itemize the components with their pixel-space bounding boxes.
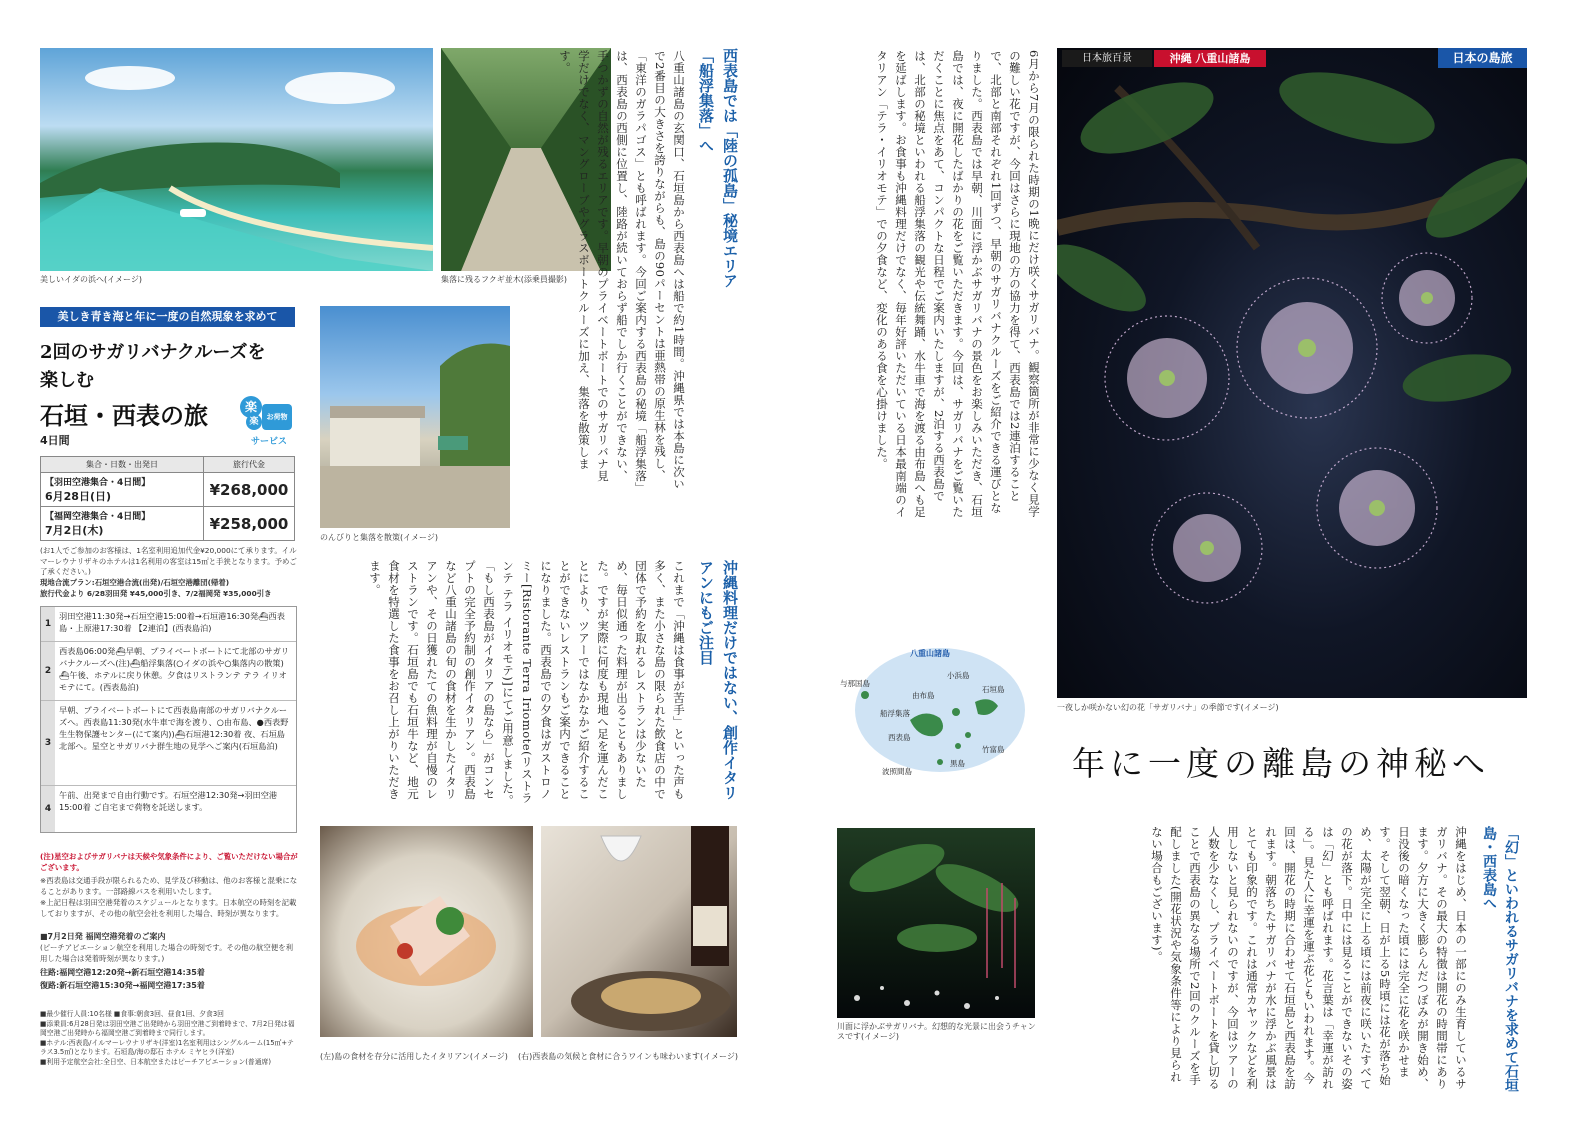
- badge-label: お荷物: [266, 413, 288, 421]
- itinerary-row: [41, 701, 296, 786]
- italian-right-illustration: [541, 826, 737, 1037]
- caption-ida-beach: 美しいイダの浜へ(イメージ): [40, 275, 143, 284]
- italian-left-illustration: [320, 826, 533, 1037]
- map-label-yonaguni: 与那国島: [840, 679, 870, 688]
- series-label: 日本旅百景: [1062, 50, 1152, 67]
- suitcase-icon: [262, 404, 292, 430]
- hero-catch: 年に一度の離島の神秘へ: [1072, 744, 1490, 783]
- river-caption: 川面に浮かぶサガリバナ。幻想的な光景に出会うチャンスです(イメージ): [837, 1022, 1036, 1041]
- fukuoka-return: 復路:新石垣空港15:30発→福岡空港17:35着: [40, 981, 205, 990]
- map-label-hateruma: 波照間島: [882, 767, 912, 776]
- itinerary-row: [41, 642, 296, 701]
- map-label-ishigaki: 石垣島: [982, 685, 1005, 694]
- itinerary-day: 2: [41, 642, 55, 700]
- condition-1: ■最少催行人員:10名様 ■食事:朝食3回、昼食1回、夕食3回: [40, 1010, 224, 1018]
- table-head-departure: 集合・日数・出発日: [41, 457, 204, 473]
- price-note: (お1人でご参加のお客様は、1名室利用追加代金¥20,000にて承ります。イルマーレウナリザキのホテルは1名利用の客室は15㎡と手狭となります。予めご了承ください。): [40, 546, 297, 576]
- itinerary-text: 早朝、プライベートボートにて西表島南部のサガリバナクルーズへ。西表島11:30発(水牛車で海を渡り、○由布島、●西表野生生物保護センター(にて案内))⛴石垣港12:30着 夜、石垣島北部へ。星空とサガリバナ群生地の見学へご案内(石垣島泊): [59, 705, 289, 751]
- caption-italian-right: (右)西表島の気候と食材に合うワインも味わいます(イメージ): [518, 1052, 739, 1061]
- local-plan: 現地合流プラン:石垣空港合流(出発)/石垣空港離団(帰着): [40, 578, 230, 587]
- itinerary-text: 羽田空港11:30発→石垣空港15:00着→石垣港16:30発⛴西表島・上原港17:30着 【2連泊】(西表島泊): [59, 611, 285, 633]
- price-row: [41, 507, 295, 541]
- itinerary-day: 3: [41, 701, 55, 785]
- tour-title-main: 石垣・西表の旅: [40, 401, 208, 430]
- badge-icon-top: 楽: [240, 396, 262, 418]
- caution-note: (注)星空およびサガリバナは天候や気象条件により、ご覧いただけない場合がございます。: [40, 852, 298, 872]
- itinerary-table: [40, 606, 297, 833]
- map-label-kohama: 小浜島: [947, 671, 970, 680]
- map-label-kuro: 黒島: [950, 759, 965, 768]
- hero-photo-sagaribana: [1057, 48, 1527, 698]
- departure-date: 7月2日(木): [45, 524, 104, 537]
- photo-italian-left: [320, 826, 533, 1037]
- departure-place: 【羽田空港集合・4日間】: [45, 478, 151, 488]
- sagaribana-illustration: [1057, 48, 1527, 698]
- photo-italian-right: [541, 826, 737, 1037]
- price-table: [40, 456, 295, 541]
- beach-illustration: [40, 48, 433, 271]
- italian-heading: 沖縄料理だけではない、創作イタリアンにもご注目: [697, 560, 739, 800]
- tour-title-line2: 楽しむ: [40, 370, 94, 391]
- itinerary-row: [41, 607, 296, 642]
- map-label-iriomote: 西表島: [888, 733, 911, 742]
- fukuoka-heading: ■7月2日発 福岡空港発着のご案内: [40, 932, 166, 941]
- condition-4: ■利用予定航空会社:全日空、日本航空またはピーチアビエーション(普通席): [40, 1058, 271, 1066]
- funauki-text: 八重山諸島の玄関口、石垣島から西表島へは船で約1時間。沖縄県では本島に次いで2番目の大きさを誇りながらも、島の90パーセントは亜熱帯の原生林を残し、「東洋のガラパゴス」とも呼ばれます。今回ご案内する西表島の秘境「船浮集落」は、西表島の西側に位置し、陸路が続いておらず船でしか行くことができない、手つかずの自然が残るエリアです。早朝のプライベートボートでのサガリバナ見学だけでなく、マングローブやグラスボートクルーズに加え、集落を散策します。: [558, 50, 686, 490]
- maboroshi-heading: 「幻」といわれるサガリバナを求めて石垣島・西表島へ: [1481, 826, 1519, 1092]
- yaeyama-map: [840, 640, 1025, 780]
- map-label-taketomi: 竹富島: [982, 745, 1005, 754]
- photo-ida-beach: [40, 48, 433, 271]
- maboroshi-text: 沖縄をはじめ、日本の一部にのみ生育しているサガリバナ。その最大の特徴は開花の時間帯にあります。夕方に大きく膨らんだつぼみが開き始め、日没後の暗くなった頃には完全に花を咲かせます。そして翌朝、日が上る5時頃には花が落ち始め、太陽が完全に上る頃には前夜に咲いたすべての花が落下。日中には見ることができないその姿は「幻」とも呼ばれます。花言葉は「幸運が訪れる」。見た人に幸運を運ぶ花ともいわれます。今回は、開花の時期に合わせて石垣島と西表島を訪れます。朝落ちたサガリバナが水に浮かぶ風景はとても印象的です。これは通常カヤックなどを利用しないと見られないのですが、今回はツアーの人数を少なくし、プライベートボートを貸し切ることで西表島の異なる場所で2回のクルーズを手配しました(開花状況や気象条件等により見られない場合もございます)。: [1150, 826, 1468, 1090]
- note-2: ※上記日程は羽田空港発着のスケジュールとなります。日本航空の時刻を記載しておりますが、その他の航空会社を利用した場合、時刻が異なります。: [40, 898, 297, 918]
- badge-icon-mid: 楽: [246, 414, 262, 430]
- itinerary-row: [41, 786, 296, 832]
- note-1: ※西表島は交通手段が限られるため、見学及び移動は、他のお客様と混乗になることがあります。一部路線バスを利用いたします。: [40, 876, 298, 896]
- river-photo: [837, 828, 1035, 1018]
- itinerary-day: 4: [41, 786, 55, 832]
- map-label-funauki: 船浮集落: [880, 709, 910, 718]
- itinerary-text: 午前、出発まで自由行動です。石垣空港12:30発→羽田空港15:00着 ご自宅まで荷物を託送します。: [59, 790, 278, 812]
- funauki-heading: 西表島では「陸の孤島」秘境エリア「船浮集落」へ: [697, 48, 739, 288]
- fukuoka-text: (ピーチアビエーション航空を利用した場合の時刻です。その他の航空便を利用した場合は発着時刻が異なります。): [40, 943, 293, 963]
- itinerary-text: 西表島06:00発⛴早朝、プライベートボートにて北部のサガリバナクルーズへ(注)⛴船浮集落(○イダの浜や○集落内の散策)⛴午後、ホテルに戻り休憩。夕食はリストランテ テラ イリオモテにて。(西表島泊): [59, 646, 290, 692]
- tour-duration: 4日間: [40, 434, 70, 447]
- map-label-yubu: 由布島: [912, 691, 935, 700]
- tour-title-line1: 2回のサガリバナクルーズを: [40, 342, 266, 363]
- map-shape: [840, 640, 1025, 780]
- map-title: 八重山諸島: [910, 649, 950, 658]
- badge-service: サービス: [250, 437, 287, 447]
- photo-village: [320, 306, 510, 528]
- departure-date: 6月28日(日): [45, 490, 112, 503]
- itinerary-day: 1: [41, 607, 55, 641]
- table-head-price: 旅行代金: [204, 457, 295, 473]
- village-illustration: [320, 306, 510, 528]
- italian-text: これまで「沖縄は食事が苦手」といった声も多く、また小さな島の限られた飲食店の中で団体で予約を取れるレストランは少ないため、毎日似通った料理が出ることもありました。ですが実際に何度も現地へ足を運んだことにより、ツアーではなかなかご紹介することができないレストランもご案内できることになりました。西表島での夕食はガストロノミー[Ristorante Terra Iriomote(リストランテ テラ イリオモテ)]にてご用意しました。「もし西表島がイタリアの島なら」がコンセプトの完全予約制の創作イタリアン。西表島など八重山諸島の旬の食材を生かしたイタリアンや、その日獲れたての魚料理が自慢のレストランです。石垣島でも石垣牛など、地元食材を特選した食事をお召し上がりいただきます。: [368, 560, 686, 807]
- price-row: [41, 473, 295, 507]
- river-illustration: [837, 828, 1035, 1018]
- luggage-service-badge: [238, 396, 296, 448]
- region-label: 沖縄 八重山諸島: [1154, 50, 1266, 67]
- departure-price: ¥268,000: [204, 473, 295, 507]
- departure-place: 【福岡空港集合・4日間】: [45, 512, 151, 522]
- local-price: 旅行代金より 6/28羽田発 ¥45,000引き、7/2福岡発 ¥35,000引き: [40, 589, 272, 598]
- category-label: 日本の島旅: [1438, 48, 1527, 68]
- intro-text: 6月から7月の限られた時期の1晩にだけ咲くサガリバナ。観察箇所が非常に少なく見学の難しい花ですが、今回はさらに現地の方の協力を得て、西表島では2連泊することで、北部と南部それぞれ1回ずつ、早朝のサガリバナクルーズをご紹介できる運びとなりました。西表島では早朝、川面に浮かぶサガリバナの景色をお楽しみいただき、石垣島では、夜に開花したばかりの花をご覧いただきます。今回は、サガリバナをご覧いただくことに焦点をあて、コンパクトな日程でご案内いたしますが、2泊する西表島では、北部の秘境といわれる船浮集落の観光や伝統舞踊、水牛車で海を渡る由布島へも足を延ばします。お食事も沖縄料理だけでなく、毎年好評いただいている日本最南端のイタリアン「テラ・イリオモテ」での夕食など、変化のある食を心掛けました。: [875, 50, 1041, 518]
- condition-2: ■添乗員:6月28日発は羽田空港ご出発時から羽田空港ご到着時まで、7月2日発は福岡空港ご出発時から福岡空港ご到着時まで同行します。: [40, 1020, 295, 1037]
- caption-fukugi: 集落に残るフクギ並木(添乗員撮影): [441, 275, 568, 284]
- caption-village: のんびりと集落を散策(イメージ): [320, 533, 439, 542]
- departure-price: ¥258,000: [204, 507, 295, 541]
- hero-caption: 一夜しか咲かない幻の花「サガリバナ」の季節です(イメージ): [1057, 703, 1279, 712]
- caption-italian-left: (左)島の食材を存分に活用したイタリアン(イメージ): [320, 1052, 508, 1061]
- tour-tagline: 美しき青き海と年に一度の自然現象を求めて: [40, 307, 295, 327]
- condition-3: ■ホテル:西表島/イルマーレウナリザキ(洋室)1名室利用はシングルルーム(15㎡+テラス3.5㎡)となります。石垣島/海の邸石 ホテル ミヤヒラ(洋室): [40, 1039, 294, 1056]
- fukuoka-outbound: 往路:福岡空港12:20発→新石垣空港14:35着: [40, 968, 205, 977]
